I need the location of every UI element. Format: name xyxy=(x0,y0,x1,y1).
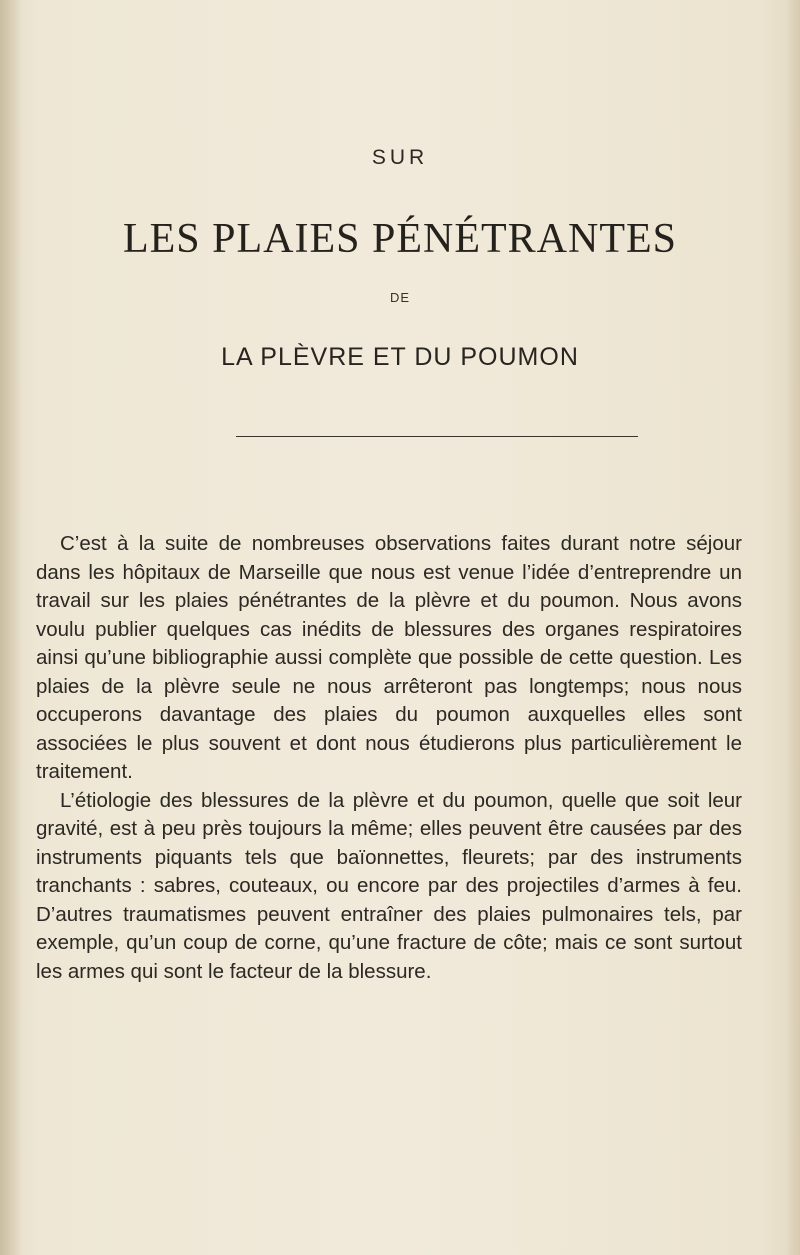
paragraph-2: L’étiologie des blessures de la plèvre et du poumon, quelle que soit leur gravité, est à peu près toujours la même; elles peuvent être causées par des instruments piquants tels que baïonnettes, fleurets; par des instruments tranchants : sabres, couteaux, ou encore par des projectiles d’armes à feu. D’autres traumatismes peuvent entraîner des plaies pulmonaires tels, par exemple, qu’un coup de corne, qu’une fracture de côte; mais ce sont surtout les armes qui sont le facteur de la blessure. xyxy=(36,788,742,983)
title-connector: DE xyxy=(389,290,411,305)
paragraph-1: C’est à la suite de nombreuses observations faites durant notre séjour dans les hôpitaux de Marseille que nous est venue l’idée d’entreprendre un travail sur les plaies pénétrantes de la plèvre et du poumon. Nous avons voulu publier quelques cas inédits de blessures des organes respiratoires ainsi qu’une bibliographie aussi complète que possible de cette question. Les plaies de la plèvre seule ne nous arrêteront pas longtemps; nous nous occuperons davantage des plaies du poumon auxquelles elles sont associées le plus souvent et dont nous étudierons plus particulièrement le traitement. xyxy=(36,532,742,783)
page-right-edge xyxy=(786,0,800,1255)
header-sur: SUR xyxy=(371,146,429,169)
title-divider-rule xyxy=(236,436,638,437)
document-subtitle: LA PLÈVRE ET DU POUMON xyxy=(221,343,579,371)
page-left-edge xyxy=(0,0,22,1255)
document-title: LES PLAIES PÉNÉTRANTES xyxy=(122,216,677,262)
body-text xyxy=(36,530,742,986)
